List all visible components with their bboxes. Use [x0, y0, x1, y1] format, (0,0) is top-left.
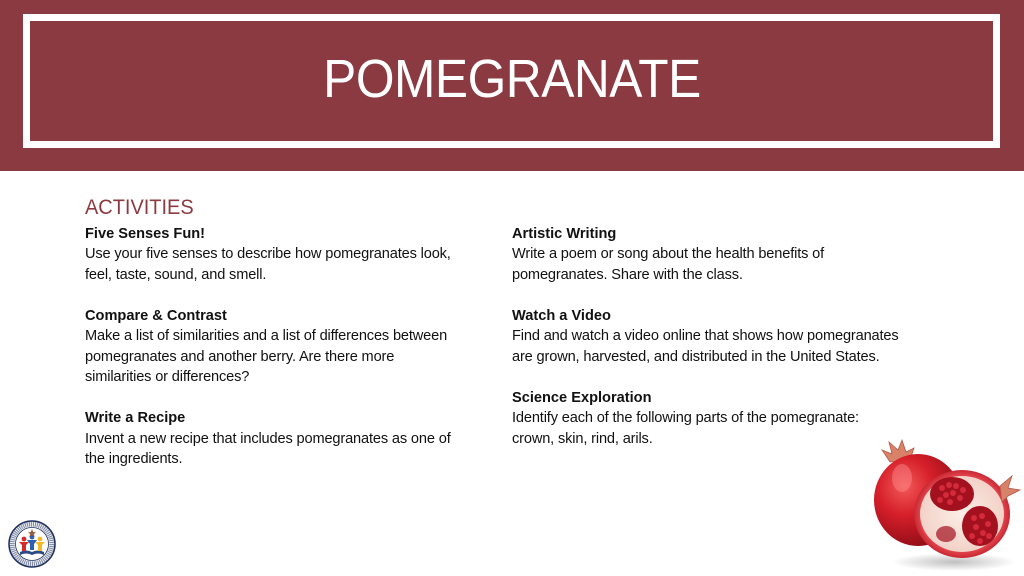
activity-description-line: the ingredients.: [85, 451, 183, 467]
activity-description-line: Find and watch a video online that shows how pomegranates: [512, 328, 899, 344]
activity-write-recipe: [85, 408, 505, 470]
activity-description-line: crown, skin, rind, arils.: [512, 430, 653, 447]
activity-description-line: Write a poem or song about the health benefits of: [512, 246, 825, 262]
activity-title: Science Exploration: [512, 389, 652, 406]
arizona-education-seal-logo: [8, 520, 56, 568]
title-banner: [0, 0, 1024, 171]
activity-watch-video: [512, 306, 952, 368]
activity-description-line: Use your five senses to describe how pomegranates look,: [85, 246, 451, 262]
activity-description-line: Invent a new recipe that includes pomegranates as one of: [85, 430, 451, 447]
activity-description-line: Identify each of the following parts of the pomegranate:: [512, 410, 859, 426]
activity-description-line: similarities or differences?: [85, 369, 250, 385]
activity-five-senses: [85, 224, 505, 286]
activity-description-line: pomegranates and another berry. Are there more: [85, 348, 395, 365]
activity-title: Write a Recipe: [85, 410, 186, 426]
page-title: POMEGRANATE: [323, 49, 701, 109]
pomegranate-image: [862, 428, 1024, 576]
activity-description-line: are grown, harvested, and distributed in the United States.: [512, 348, 880, 365]
activity-description-line: pomegranates. Share with the class.: [512, 266, 743, 283]
activity-title: Watch a Video: [512, 307, 611, 324]
activity-title: Artistic Writing: [512, 225, 617, 242]
activity-title: Five Senses Fun!: [85, 225, 206, 242]
section-heading: ACTIVITIES: [85, 196, 194, 219]
activity-description-line: Make a list of similarities and a list of differences between: [85, 328, 448, 344]
activities-left-column: [85, 224, 505, 491]
activity-title: Compare & Contrast: [85, 307, 227, 324]
activity-compare-contrast: [85, 306, 505, 388]
activity-artistic-writing: [512, 224, 952, 286]
activity-description-line: feel, taste, sound, and smell.: [85, 266, 267, 283]
